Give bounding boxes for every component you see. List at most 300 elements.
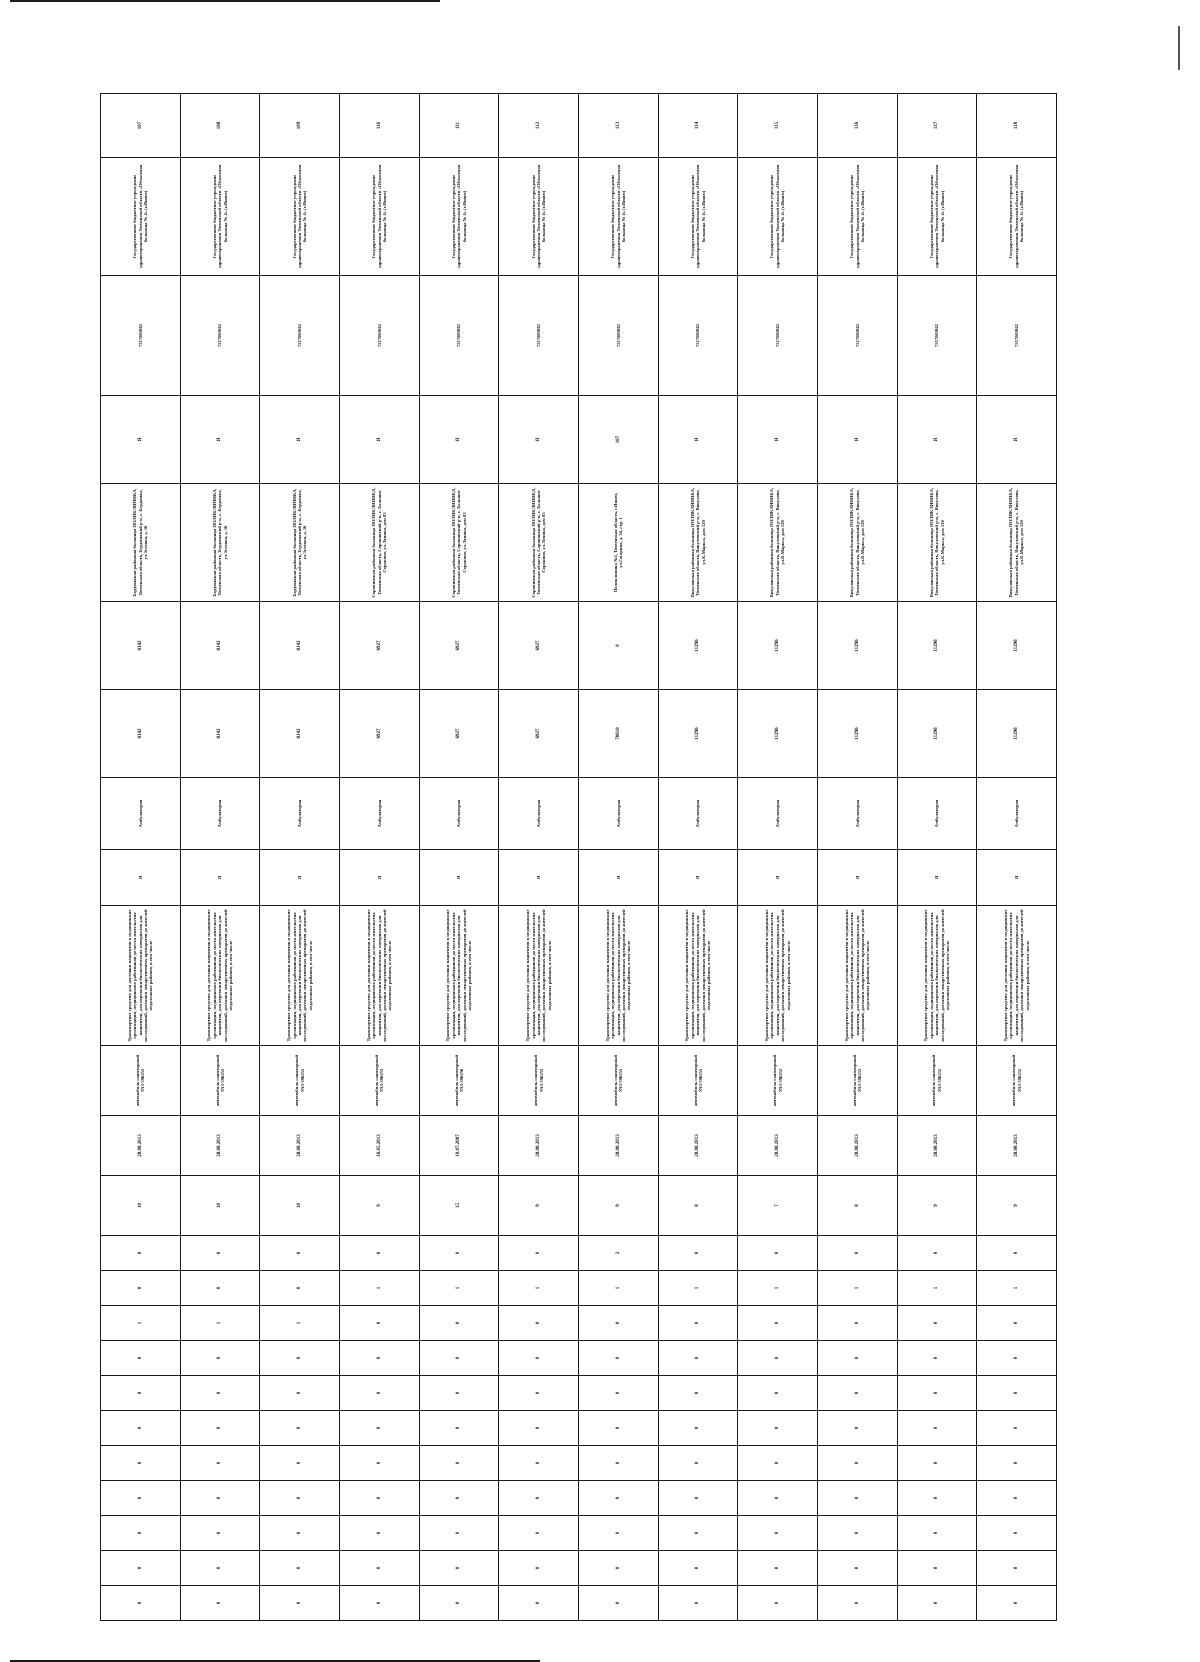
- population-value-cell: 8142: [180, 602, 260, 690]
- date-cell: 28.08.2013: [658, 1116, 738, 1176]
- count-cell-c7: 0: [658, 1411, 738, 1446]
- count-cell-c12: 0: [817, 1586, 897, 1621]
- count-cell-c2: 0: [658, 1236, 738, 1271]
- date-cell: 28.08.2013: [260, 1116, 340, 1176]
- date-cell: 28.08.2013: [578, 1116, 658, 1176]
- count-cell-c7: 0: [897, 1411, 977, 1446]
- count-cell-c7: 0: [738, 1411, 818, 1446]
- unit-type-cell: Амбулатория: [817, 778, 897, 850]
- count-cell-c9: 0: [180, 1481, 260, 1516]
- count-cell-c1: 9: [977, 1176, 1057, 1236]
- purpose-cell: Транспортное средство для доставки пациентов в медицинские организации, медицинских работников до места жительства пациентов, для перевозки биологических материалов для исследований, доставки лекарственных препаратов до жителей отдаленных районов, в том числе: [578, 906, 658, 1046]
- served-population-cell: 6927: [339, 690, 419, 778]
- address-cell: Бердюжская районная больница ПОЛИКЛИНИКА, Тюменская область, Бердюжский р-н, с. Бердюжье, ул.Зеленая, д. 16: [260, 484, 340, 602]
- count-cell-c1: 9: [339, 1176, 419, 1236]
- date-cell: 28.08.2013: [180, 1116, 260, 1176]
- date-cell: 28.08.2013: [101, 1116, 181, 1176]
- served-population-cell: 8142: [180, 690, 260, 778]
- organization-cell: Государственное бюджетное учреждение здравоохранения Тюменской области «Областная больница № 4» (г.Ишим): [658, 158, 738, 276]
- count-cell-c12: 0: [260, 1586, 340, 1621]
- unit-type-cell: Амбулатория: [260, 778, 340, 850]
- count-cell-c4: 0: [897, 1306, 977, 1341]
- unit-type-cell: Амбулатория: [101, 778, 181, 850]
- data-table: [100, 93, 1057, 1621]
- count-cell-c7: 0: [419, 1411, 499, 1446]
- count-cell-c12: 0: [339, 1586, 419, 1621]
- count-cell-c4: 1: [260, 1306, 340, 1341]
- address-cell: Викуловская районная больница ПОЛИКЛИНИКА, Тюменская область, Викуловский р-н, с. Викулово, ул.К.Маркса, дом 120: [738, 484, 818, 602]
- organization-cell: Государственное бюджетное учреждение здравоохранения Тюменской области «Областная больница № 4» (г.Ишим): [419, 158, 499, 276]
- count-cell-c6: 0: [419, 1376, 499, 1411]
- table-row: [578, 94, 658, 1621]
- count-cell-c4: 0: [738, 1306, 818, 1341]
- code-cell: Я: [897, 396, 977, 484]
- organization-cell: Государственное бюджетное учреждение здравоохранения Тюменской области «Областная больница № 4» (г.Ишим): [897, 158, 977, 276]
- row-number-cell: 116: [817, 94, 897, 158]
- purpose-cell: Транспортное средство для доставки пациентов в медицинские организации, медицинских работников до места жительства пациентов, для перевозки биологических материалов для исследований, доставки лекарственных препаратов до жителей отдаленных районов, в том числе: [738, 906, 818, 1046]
- count-cell-c10: 0: [499, 1516, 579, 1551]
- organization-cell: Государственное бюджетное учреждение здравоохранения Тюменской области «Областная больница № 4» (г.Ишим): [180, 158, 260, 276]
- vehicle-cell: автомобиль санитарный УАЗ-396255: [977, 1046, 1057, 1116]
- count-cell-c7: 0: [817, 1411, 897, 1446]
- organization-cell: Государственное бюджетное учреждение здравоохранения Тюменской области «Областная больница № 4» (г.Ишим): [101, 158, 181, 276]
- unit-code-cell: Я: [260, 850, 340, 906]
- count-cell-c5: 0: [578, 1341, 658, 1376]
- count-cell-c9: 0: [578, 1481, 658, 1516]
- count-cell-c4: 0: [658, 1306, 738, 1341]
- served-population-cell: 11296: [738, 690, 818, 778]
- scan-edge-right: [1178, 26, 1180, 70]
- count-cell-c5: 0: [658, 1341, 738, 1376]
- unit-code-cell: Я: [578, 850, 658, 906]
- purpose-cell: Транспортное средство для доставки пациентов в медицинские организации, медицинских работников до места жительства пациентов, для перевозки биологических материалов для исследований, доставки лекарственных препаратов до жителей отдаленных районов, в том числе: [339, 906, 419, 1046]
- count-cell-c5: 0: [339, 1341, 419, 1376]
- count-cell-c7: 0: [260, 1411, 340, 1446]
- unit-type-cell: Амбулатория: [897, 778, 977, 850]
- unit-type-cell: Амбулатория: [499, 778, 579, 850]
- inn-cell: 7217003842: [180, 276, 260, 396]
- table-row: [817, 94, 897, 1621]
- count-cell-c12: 0: [499, 1586, 579, 1621]
- served-population-cell: 70610: [578, 690, 658, 778]
- table-row: [260, 94, 340, 1621]
- count-cell-c11: 0: [499, 1551, 579, 1586]
- count-cell-c4: 0: [499, 1306, 579, 1341]
- count-cell-c6: 0: [499, 1376, 579, 1411]
- date-cell: 28.08.2013: [817, 1116, 897, 1176]
- count-cell-c9: 0: [419, 1481, 499, 1516]
- count-cell-c1: 9: [578, 1176, 658, 1236]
- population-value-cell: 6927: [339, 602, 419, 690]
- count-cell-c2: 2: [578, 1236, 658, 1271]
- count-cell-c2: 0: [419, 1236, 499, 1271]
- count-cell-c12: 0: [180, 1586, 260, 1621]
- count-cell-c7: 0: [180, 1411, 260, 1446]
- purpose-cell: Транспортное средство для доставки пациентов в медицинские организации, медицинских работников до места жительства пациентов, для перевозки биологических материалов для исследований, доставки лекарственных препаратов до жителей отдаленных районов, в том числе: [180, 906, 260, 1046]
- count-cell-c4: 0: [977, 1306, 1057, 1341]
- count-cell-c4: 0: [419, 1306, 499, 1341]
- population-value-cell: 8142: [260, 602, 340, 690]
- rotated-table-container: [100, 121, 1056, 1621]
- code-cell: Я: [101, 396, 181, 484]
- count-cell-c7: 0: [578, 1411, 658, 1446]
- count-cell-c8: 0: [419, 1446, 499, 1481]
- count-cell-c6: 0: [897, 1376, 977, 1411]
- vehicle-cell: автомобиль санитарный УАЗ-396255: [578, 1046, 658, 1116]
- count-cell-c2: 0: [180, 1236, 260, 1271]
- population-value-cell: 11296: [977, 602, 1057, 690]
- table-row: [897, 94, 977, 1621]
- unit-type-cell: Амбулатория: [578, 778, 658, 850]
- date-cell: 28.08.2013: [499, 1116, 579, 1176]
- table-row: [738, 94, 818, 1621]
- count-cell-c1: 8: [658, 1176, 738, 1236]
- count-cell-c10: 0: [180, 1516, 260, 1551]
- count-cell-c5: 0: [817, 1341, 897, 1376]
- count-cell-c7: 0: [977, 1411, 1057, 1446]
- count-cell-c6: 0: [578, 1376, 658, 1411]
- vehicle-cell: автомобиль санитарный УАЗ-396255: [817, 1046, 897, 1116]
- count-cell-c5: 0: [260, 1341, 340, 1376]
- population-value-cell: 6927: [499, 602, 579, 690]
- count-cell-c8: 0: [260, 1446, 340, 1481]
- count-cell-c4: 0: [817, 1306, 897, 1341]
- row-number-cell: 118: [977, 94, 1057, 158]
- vehicle-cell: автомобиль санитарный УАЗ-396255: [499, 1046, 579, 1116]
- served-population-cell: 6927: [499, 690, 579, 778]
- count-cell-c10: 0: [578, 1516, 658, 1551]
- purpose-cell: Транспортное средство для доставки пациентов в медицинские организации, медицинских работников до места жительства пациентов, для перевозки биологических материалов для исследований, доставки лекарственных препаратов до жителей отдаленных районов, в том числе: [419, 906, 499, 1046]
- served-population-cell: 11296: [897, 690, 977, 778]
- inn-cell: 7217003842: [977, 276, 1057, 396]
- count-cell-c11: 0: [817, 1551, 897, 1586]
- count-cell-c12: 0: [738, 1586, 818, 1621]
- organization-cell: Государственное бюджетное учреждение здравоохранения Тюменской области «Областная больница № 4» (г.Ишим): [578, 158, 658, 276]
- row-number-cell: 111: [419, 94, 499, 158]
- count-cell-c10: 0: [738, 1516, 818, 1551]
- scan-edge-top: [10, 0, 440, 2]
- code-cell: Я: [817, 396, 897, 484]
- count-cell-c2: 0: [738, 1236, 818, 1271]
- code-cell: Я: [499, 396, 579, 484]
- count-cell-c8: 0: [578, 1446, 658, 1481]
- count-cell-c6: 0: [180, 1376, 260, 1411]
- count-cell-c1: 15: [419, 1176, 499, 1236]
- organization-cell: Государственное бюджетное учреждение здравоохранения Тюменской области «Областная больница № 4» (г.Ишим): [260, 158, 340, 276]
- count-cell-c6: 0: [260, 1376, 340, 1411]
- count-cell-c9: 0: [499, 1481, 579, 1516]
- population-value-cell: 11296: [658, 602, 738, 690]
- count-cell-c2: 0: [339, 1236, 419, 1271]
- inn-cell: 7217003842: [897, 276, 977, 396]
- count-cell-c6: 0: [339, 1376, 419, 1411]
- table-body: [101, 94, 1057, 1621]
- inn-cell: 7217003842: [817, 276, 897, 396]
- table-row: [658, 94, 738, 1621]
- address-cell: Сорокинская районная больница ПОЛИКЛИНИКА, Тюменская область, Сорокинский р-н, с. Большое Сорокино, ул.Ленина, дом 83: [499, 484, 579, 602]
- unit-code-cell: Я: [977, 850, 1057, 906]
- count-cell-c10: 0: [897, 1516, 977, 1551]
- inn-cell: 7217003842: [499, 276, 579, 396]
- table-row: [101, 94, 181, 1621]
- inn-cell: 7217003842: [738, 276, 818, 396]
- count-cell-c10: 0: [260, 1516, 340, 1551]
- unit-code-cell: Я: [738, 850, 818, 906]
- served-population-cell: 8142: [101, 690, 181, 778]
- count-cell-c10: 0: [101, 1516, 181, 1551]
- code-cell: Я: [977, 396, 1057, 484]
- purpose-cell: Транспортное средство для доставки пациентов в медицинские организации, медицинских работников до места жительства пациентов, для перевозки биологических материалов для исследований, доставки лекарственных препаратов до жителей отдаленных районов, в том числе: [897, 906, 977, 1046]
- count-cell-c8: 0: [658, 1446, 738, 1481]
- count-cell-c10: 0: [817, 1516, 897, 1551]
- date-cell: 28.08.2013: [897, 1116, 977, 1176]
- count-cell-c6: 0: [658, 1376, 738, 1411]
- purpose-cell: Транспортное средство для доставки пациентов в медицинские организации, медицинских работников до места жительства пациентов, для перевозки биологических материалов для исследований, доставки лекарственных препаратов до жителей отдаленных районов, в том числе: [658, 906, 738, 1046]
- count-cell-c8: 0: [897, 1446, 977, 1481]
- count-cell-c7: 0: [101, 1411, 181, 1446]
- vehicle-cell: автомобиль санитарный УАЗ-396255: [260, 1046, 340, 1116]
- count-cell-c1: 10: [180, 1176, 260, 1236]
- count-cell-c2: 0: [817, 1236, 897, 1271]
- count-cell-c3: 1: [738, 1271, 818, 1306]
- count-cell-c11: 0: [101, 1551, 181, 1586]
- purpose-cell: Транспортное средство для доставки пациентов в медицинские организации, медицинских работников до места жительства пациентов, для перевозки биологических материалов для исследований, доставки лекарственных препаратов до жителей отдаленных районов, в том числе: [977, 906, 1057, 1046]
- unit-code-cell: Я: [419, 850, 499, 906]
- count-cell-c11: 0: [897, 1551, 977, 1586]
- code-cell: Я: [738, 396, 818, 484]
- address-cell: Сорокинская районная больница ПОЛИКЛИНИКА, Тюменская область, Сорокинский р-н, с. Большое Сорокино, ул.Ленина, дом 83: [419, 484, 499, 602]
- count-cell-c5: 0: [101, 1341, 181, 1376]
- count-cell-c2: 0: [499, 1236, 579, 1271]
- vehicle-cell: автомобиль санитарный УАЗ-396255: [897, 1046, 977, 1116]
- count-cell-c3: 0: [101, 1271, 181, 1306]
- code-cell: Я: [419, 396, 499, 484]
- count-cell-c6: 0: [101, 1376, 181, 1411]
- address-cell: Бердюжская районная больница ПОЛИКЛИНИКА, Тюменская область, Бердюжский р-н, с. Бердюжье, ул.Зеленая, д. 16: [101, 484, 181, 602]
- count-cell-c11: 0: [260, 1551, 340, 1586]
- count-cell-c11: 0: [738, 1551, 818, 1586]
- count-cell-c12: 0: [419, 1586, 499, 1621]
- population-value-cell: 11296: [897, 602, 977, 690]
- count-cell-c1: 10: [101, 1176, 181, 1236]
- address-cell: Сорокинская районная больница ПОЛИКЛИНИКА, Тюменская область, Сорокинский р-н, с. Большое Сорокино, ул.Ленина, дом 83: [339, 484, 419, 602]
- code-cell: 107: [578, 396, 658, 484]
- count-cell-c5: 0: [499, 1341, 579, 1376]
- address-cell: Викуловская районная больница ПОЛИКЛИНИКА, Тюменская область, Викуловский р-н, с. Викулово, ул.К.Маркса, дом 120: [817, 484, 897, 602]
- vehicle-cell: автомобиль санитарный УАЗ-396255: [658, 1046, 738, 1116]
- population-value-cell: 11296: [817, 602, 897, 690]
- address-cell: Викуловская районная больница ПОЛИКЛИНИКА, Тюменская область, Викуловский р-н, с. Викулово, ул.К.Маркса, дом 120: [977, 484, 1057, 602]
- served-population-cell: 6927: [419, 690, 499, 778]
- served-population-cell: 8142: [260, 690, 340, 778]
- row-number-cell: 109: [260, 94, 340, 158]
- count-cell-c4: 0: [339, 1306, 419, 1341]
- address-cell: Викуловская районная больница ПОЛИКЛИНИКА, Тюменская область, Викуловский р-н, с. Викулово, ул.К.Маркса, дом 120: [658, 484, 738, 602]
- population-value-cell: 6927: [419, 602, 499, 690]
- population-value-cell: 0: [578, 602, 658, 690]
- vehicle-cell: автомобиль санитарный УАЗ-396255: [339, 1046, 419, 1116]
- organization-cell: Государственное бюджетное учреждение здравоохранения Тюменской области «Областная больница № 4» (г.Ишим): [738, 158, 818, 276]
- count-cell-c3: 1: [897, 1271, 977, 1306]
- count-cell-c9: 0: [658, 1481, 738, 1516]
- count-cell-c11: 0: [180, 1551, 260, 1586]
- count-cell-c8: 0: [101, 1446, 181, 1481]
- unit-type-cell: Амбулатория: [738, 778, 818, 850]
- count-cell-c10: 0: [658, 1516, 738, 1551]
- count-cell-c3: 1: [977, 1271, 1057, 1306]
- count-cell-c8: 0: [738, 1446, 818, 1481]
- count-cell-c12: 0: [658, 1586, 738, 1621]
- unit-type-cell: Амбулатория: [419, 778, 499, 850]
- count-cell-c3: 1: [817, 1271, 897, 1306]
- unit-code-cell: Я: [339, 850, 419, 906]
- count-cell-c5: 0: [419, 1341, 499, 1376]
- unit-code-cell: Я: [180, 850, 260, 906]
- table-row: [977, 94, 1057, 1621]
- count-cell-c5: 0: [738, 1341, 818, 1376]
- count-cell-c4: 1: [101, 1306, 181, 1341]
- row-number-cell: 108: [180, 94, 260, 158]
- vehicle-cell: автомобиль санитарный УАЗ-396255: [101, 1046, 181, 1116]
- count-cell-c9: 0: [817, 1481, 897, 1516]
- count-cell-c11: 0: [419, 1551, 499, 1586]
- count-cell-c1: 9: [499, 1176, 579, 1236]
- count-cell-c5: 0: [977, 1341, 1057, 1376]
- row-number-cell: 114: [658, 94, 738, 158]
- count-cell-c12: 0: [897, 1586, 977, 1621]
- row-number-cell: 117: [897, 94, 977, 158]
- count-cell-c10: 0: [977, 1516, 1057, 1551]
- count-cell-c9: 0: [977, 1481, 1057, 1516]
- table-row: [419, 94, 499, 1621]
- count-cell-c12: 0: [977, 1586, 1057, 1621]
- purpose-cell: Транспортное средство для доставки пациентов в медицинские организации, медицинских работников до места жительства пациентов, для перевозки биологических материалов для исследований, доставки лекарственных препаратов до жителей отдаленных районов, в том числе: [101, 906, 181, 1046]
- count-cell-c1: 9: [897, 1176, 977, 1236]
- table-row: [339, 94, 419, 1621]
- inn-cell: 7217003842: [658, 276, 738, 396]
- row-number-cell: 113: [578, 94, 658, 158]
- code-cell: Я: [658, 396, 738, 484]
- count-cell-c1: 10: [260, 1176, 340, 1236]
- purpose-cell: Транспортное средство для доставки пациентов в медицинские организации, медицинских работников до места жительства пациентов, для перевозки биологических материалов для исследований, доставки лекарственных препаратов до жителей отдаленных районов, в том числе: [260, 906, 340, 1046]
- count-cell-c2: 0: [101, 1236, 181, 1271]
- unit-code-cell: Я: [101, 850, 181, 906]
- population-value-cell: 11296: [738, 602, 818, 690]
- count-cell-c1: 8: [817, 1176, 897, 1236]
- count-cell-c12: 0: [578, 1586, 658, 1621]
- vehicle-cell: автомобиль санитарный УАЗ-396255: [738, 1046, 818, 1116]
- count-cell-c3: 1: [578, 1271, 658, 1306]
- unit-code-cell: Я: [897, 850, 977, 906]
- population-value-cell: 8142: [101, 602, 181, 690]
- address-cell: Бердюжская районная больница ПОЛИКЛИНИКА, Тюменская область, Бердюжский р-н, с. Бердюжье, ул.Зеленая, д. 16: [180, 484, 260, 602]
- count-cell-c11: 0: [339, 1551, 419, 1586]
- count-cell-c2: 0: [897, 1236, 977, 1271]
- count-cell-c11: 0: [977, 1551, 1057, 1586]
- code-cell: Я: [260, 396, 340, 484]
- purpose-cell: Транспортное средство для доставки пациентов в медицинские организации, медицинских работников до места жительства пациентов, для перевозки биологических материалов для исследований, доставки лекарственных препаратов до жителей отдаленных районов, в том числе: [817, 906, 897, 1046]
- count-cell-c9: 0: [101, 1481, 181, 1516]
- unit-code-cell: Я: [658, 850, 738, 906]
- purpose-cell: Транспортное средство для доставки пациентов в медицинские организации, медицинских работников до места жительства пациентов, для перевозки биологических материалов для исследований, доставки лекарственных препаратов до жителей отдаленных районов, в том числе: [499, 906, 579, 1046]
- organization-cell: Государственное бюджетное учреждение здравоохранения Тюменской области «Областная больница № 4» (г.Ишим): [339, 158, 419, 276]
- count-cell-c3: 1: [499, 1271, 579, 1306]
- count-cell-c9: 0: [339, 1481, 419, 1516]
- count-cell-c9: 0: [897, 1481, 977, 1516]
- rotated-table-area: [100, 121, 1056, 1621]
- count-cell-c2: 0: [977, 1236, 1057, 1271]
- code-cell: Я: [339, 396, 419, 484]
- unit-type-cell: Амбулатория: [180, 778, 260, 850]
- served-population-cell: 11296: [817, 690, 897, 778]
- address-cell: Поликлиника №2, Тюменская область, г.Ишим, ул.Гагарина, д. 34, стр. 1: [578, 484, 658, 602]
- row-number-cell: 112: [499, 94, 579, 158]
- table-row: [180, 94, 260, 1621]
- count-cell-c8: 0: [339, 1446, 419, 1481]
- inn-cell: 7217003842: [419, 276, 499, 396]
- organization-cell: Государственное бюджетное учреждение здравоохранения Тюменской области «Областная больница № 4» (г.Ишим): [499, 158, 579, 276]
- count-cell-c8: 0: [817, 1446, 897, 1481]
- count-cell-c5: 0: [897, 1341, 977, 1376]
- organization-cell: Государственное бюджетное учреждение здравоохранения Тюменской области «Областная больница № 4» (г.Ишим): [977, 158, 1057, 276]
- count-cell-c3: 0: [260, 1271, 340, 1306]
- count-cell-c8: 0: [977, 1446, 1057, 1481]
- count-cell-c11: 0: [578, 1551, 658, 1586]
- row-number-cell: 110: [339, 94, 419, 158]
- vehicle-cell: автомобиль санитарный УАЗ-396255: [180, 1046, 260, 1116]
- count-cell-c7: 0: [499, 1411, 579, 1446]
- count-cell-c9: 0: [260, 1481, 340, 1516]
- code-cell: Я: [180, 396, 260, 484]
- inn-cell: 7217003842: [101, 276, 181, 396]
- count-cell-c8: 0: [499, 1446, 579, 1481]
- served-population-cell: 11296: [658, 690, 738, 778]
- count-cell-c3: 1: [419, 1271, 499, 1306]
- inn-cell: 7217003842: [339, 276, 419, 396]
- date-cell: 28.08.2013: [977, 1116, 1057, 1176]
- count-cell-c2: 0: [260, 1236, 340, 1271]
- address-cell: Викуловская районная больница ПОЛИКЛИНИКА, Тюменская область, Викуловский р-н, с. Викулово, ул.К.Маркса, дом 120: [897, 484, 977, 602]
- count-cell-c3: 1: [339, 1271, 419, 1306]
- count-cell-c4: 1: [180, 1306, 260, 1341]
- count-cell-c1: 7: [738, 1176, 818, 1236]
- unit-code-cell: Я: [817, 850, 897, 906]
- count-cell-c7: 0: [339, 1411, 419, 1446]
- row-number-cell: 115: [738, 94, 818, 158]
- count-cell-c6: 0: [738, 1376, 818, 1411]
- date-cell: 16.05.2013: [339, 1116, 419, 1176]
- organization-cell: Государственное бюджетное учреждение здравоохранения Тюменской области «Областная больница № 4» (г.Ишим): [817, 158, 897, 276]
- count-cell-c12: 0: [101, 1586, 181, 1621]
- unit-code-cell: Я: [499, 850, 579, 906]
- date-cell: 28.08.2013: [738, 1116, 818, 1176]
- count-cell-c3: 0: [180, 1271, 260, 1306]
- unit-type-cell: Амбулатория: [658, 778, 738, 850]
- served-population-cell: 11296: [977, 690, 1057, 778]
- table-row: [499, 94, 579, 1621]
- count-cell-c9: 0: [738, 1481, 818, 1516]
- count-cell-c10: 0: [339, 1516, 419, 1551]
- count-cell-c11: 0: [658, 1551, 738, 1586]
- count-cell-c3: 1: [658, 1271, 738, 1306]
- count-cell-c5: 0: [180, 1341, 260, 1376]
- count-cell-c10: 0: [419, 1516, 499, 1551]
- count-cell-c6: 0: [977, 1376, 1057, 1411]
- inn-cell: 7217003842: [260, 276, 340, 396]
- count-cell-c6: 0: [817, 1376, 897, 1411]
- unit-type-cell: Амбулатория: [977, 778, 1057, 850]
- inn-cell: 7217003842: [578, 276, 658, 396]
